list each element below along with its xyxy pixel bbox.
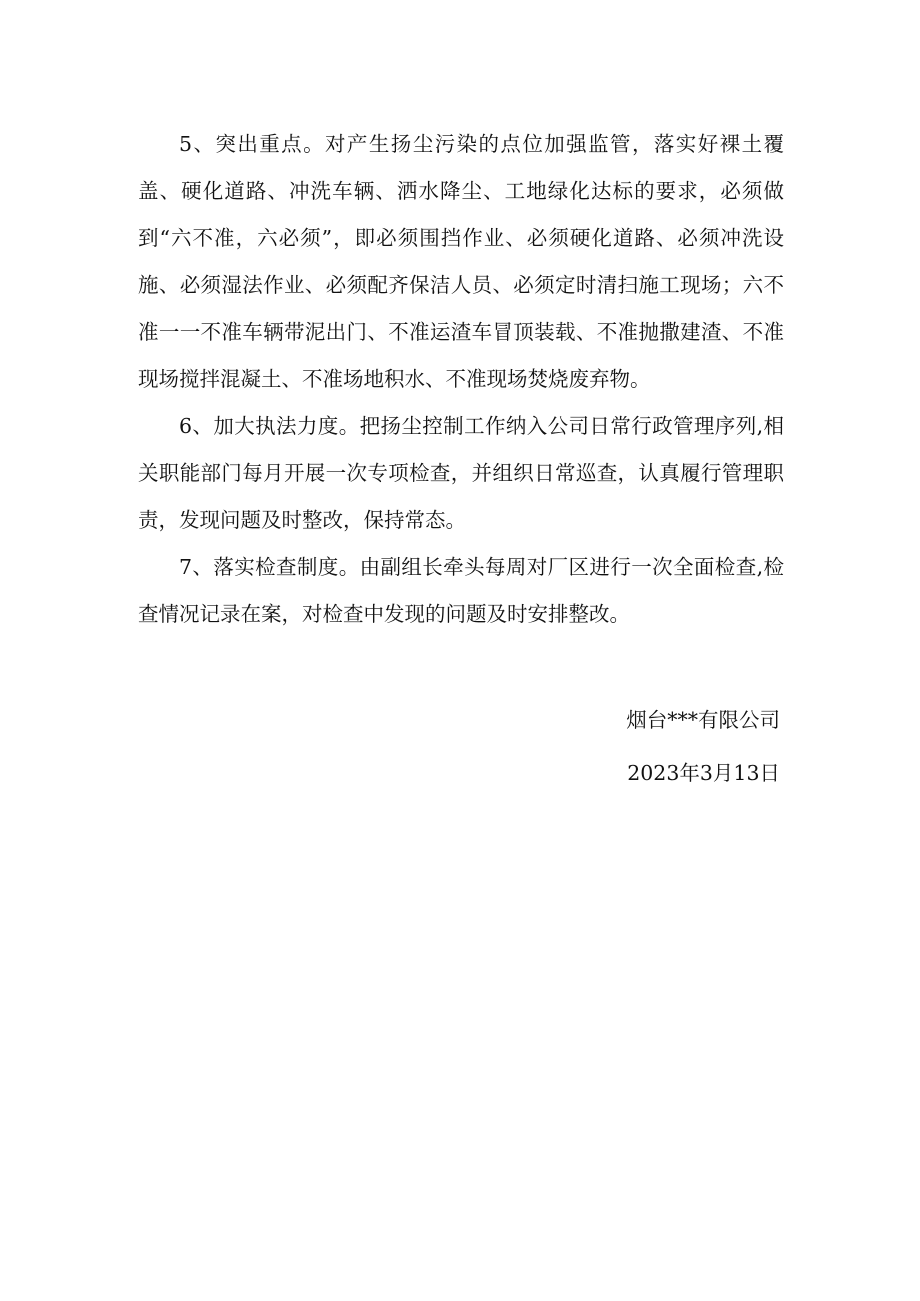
signature-company: 烟台***有限公司 bbox=[626, 708, 780, 732]
paragraph-5: 5、突出重点。对产生扬尘污染的点位加强监管，落实好裸土覆盖、硬化道路、冲洗车辆、洒水降尘、工地绿化达标的要求，必须做到“六不准，六必须”，即必须围挡作业、必须硬化道路、必须冲洗设施、必须湿法作业、必须配齐保洁人员、必须定时清扫施工现场；六不准一一不准车辆带泥出门、不准运渣车冒顶装载、不准抛撒建渣、不准现场搅拌混凝土、不准场地积水、不准现场焚烧废弃物。 bbox=[138, 132, 784, 391]
document-body bbox=[138, 121, 784, 638]
signature-date: 2023年3月13日 bbox=[627, 761, 780, 785]
paragraph-7: 7、落实检查制度。由副组长牵头每周对厂区进行一次全面检查,检查情况记录在案，对检查中发现的问题及时安排整改。 bbox=[138, 555, 784, 626]
paragraph-6: 6、加大执法力度。把扬尘控制工作纳入公司日常行政管理序列,相关职能部门每月开展一次专项检查，并组织日常巡查，认真履行管理职责，发现问题及时整改，保持常态。 bbox=[138, 414, 784, 532]
